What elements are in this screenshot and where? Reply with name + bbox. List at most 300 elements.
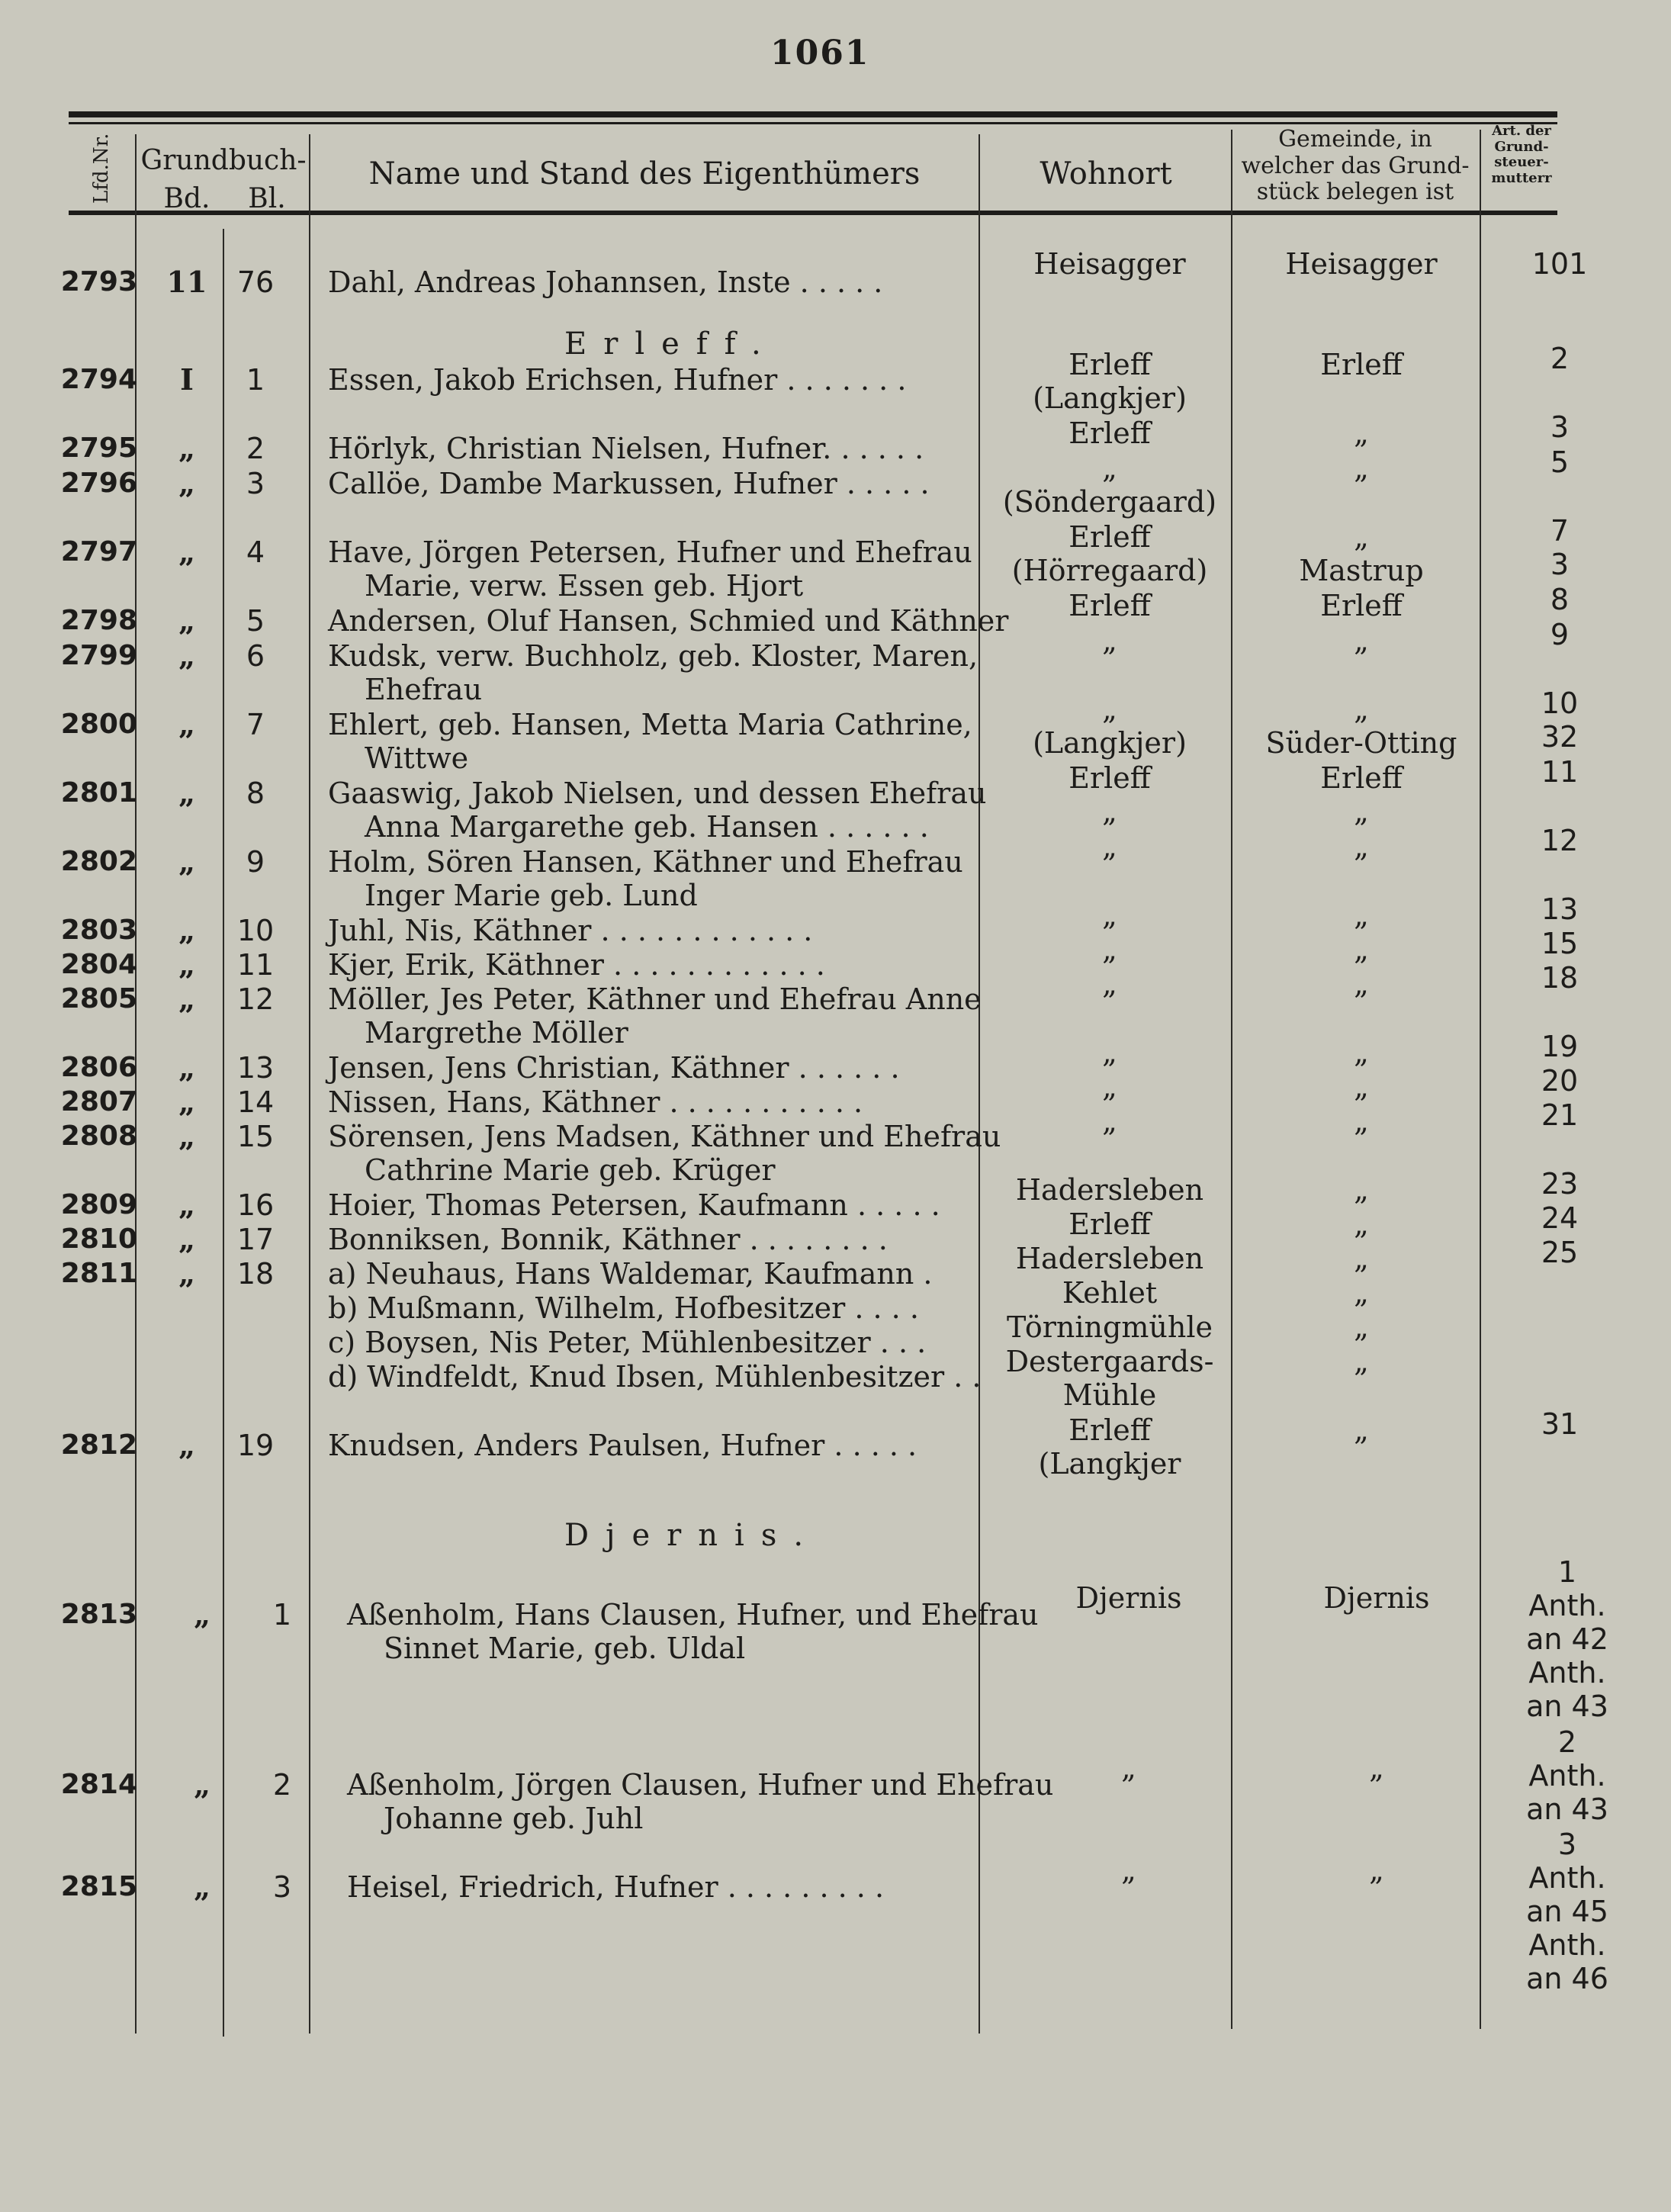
row-art-line: Anth. [1528,1861,1606,1895]
row-name-line: Hörlyk, Christian Nielsen, Hufner. . . . . . [328,432,924,465]
row-number: 2813 [60,1599,137,1630]
row-name-line: Heisel, Friedrich, Hufner . . . . . . . . . [347,1870,885,1904]
header-gemeinde [1232,127,1478,206]
row-number: 2796 [60,468,137,499]
row-number: 2806 [60,1052,137,1083]
row-wohnort [976,1104,1243,1138]
row-gemeinde [1236,1242,1487,1275]
row-art [1480,445,1640,479]
row-art [1480,410,1640,444]
row-name-continuation: Johanne geb. Juhl [384,1802,644,1835]
row-art-line: 10 [1541,686,1579,720]
row-name-line: a) Neuhaus, Hans Waldemar, Kaufmann . [328,1257,933,1291]
row-name [328,1291,919,1325]
row-wohnort [976,1345,1243,1412]
row-gemeinde-line: „ [1354,899,1369,932]
column-divider [223,229,224,2037]
row-name [328,639,978,706]
header-bd: Bd. [163,183,210,214]
row-wohnort [976,1310,1243,1344]
row-wohnort-line: Erleff [1068,589,1151,622]
row-wohnort-line: (Söndergaard) [1002,485,1217,519]
row-art [1480,1236,1640,1269]
row-wohnort-line: „ [1102,1070,1117,1104]
row-name [328,982,982,1050]
row-wohnort-line: „ [1102,899,1117,932]
row-bl: 16 [236,1188,275,1222]
row-number: 2811 [60,1258,137,1289]
row-wohnort-line: Hadersleben [1015,1242,1204,1275]
row-gemeinde [1236,416,1487,450]
row-gemeinde [1236,624,1487,657]
row-bd: „ [178,603,195,638]
row-wohnort-line: Destergaards- [1005,1345,1214,1378]
row-name-line: b) Mußmann, Wilhelm, Hofbesitzer . . . . [328,1291,919,1325]
row-art [1499,1725,1636,1826]
row-art: 101 [1531,247,1588,281]
row-art-line: 9 [1550,618,1570,651]
row-gemeinde-line: „ [1354,416,1369,450]
row-name-line: Möller, Jes Peter, Käthner und Ehefrau Anne [328,982,982,1016]
row-name [328,1360,981,1394]
section-title-djernis: Djernis. [564,1518,821,1553]
row-name-line: Sörensen, Jens Madsen, Käthner und Ehefrau [328,1120,1001,1153]
row-art-line: 32 [1541,720,1579,754]
row-art-line: 13 [1541,892,1579,926]
row-bl: 9 [246,845,265,879]
row-bl: 3 [272,1870,292,1904]
row-number: 2799 [60,640,137,671]
row-name-line: Aßenholm, Hans Clausen, Hufner, und Ehefrau [347,1598,1039,1632]
row-number: 2795 [60,432,137,464]
row-bl: 18 [236,1257,275,1291]
top-rule-thin [69,122,1557,124]
row-gemeinde [1236,1413,1487,1447]
row-bl: 4 [246,535,265,569]
row-gemeinde [1236,1104,1487,1138]
row-gemeinde: „ [1369,1751,1384,1785]
row-art [1480,583,1640,616]
row-wohnort-line: (Langkjer [1038,1447,1181,1481]
row-number: 2801 [60,777,137,809]
row-name-line: Have, Jörgen Petersen, Hufner und Ehefrau [328,535,972,569]
row-gemeinde-line: „ [1354,1345,1369,1378]
column-divider [309,134,310,2034]
row-art [1480,342,1640,375]
row-gemeinde [1236,761,1487,828]
row-gemeinde-line: „ [1354,1242,1369,1275]
row-name-line: Bonniksen, Bonnik, Käthner . . . . . . . . [328,1223,888,1256]
row-art-line: 3 [1557,1828,1577,1861]
row-art [1480,1030,1640,1063]
row-gemeinde: „ [1369,1854,1384,1887]
header-art-line: Art. der [1492,123,1551,139]
row-name-continuation: Anna Margarethe geb. Hansen . . . . . . [365,810,929,844]
header-art-line: Grund- [1494,138,1549,155]
row-wohnort-line: „ [1102,693,1117,726]
row-name-continuation: Cathrine Marie geb. Krüger [365,1153,776,1187]
row-bd: 11 [166,265,207,299]
row-wohnort-line: „ [1102,1036,1117,1069]
row-wohnort-line: Erleff [1068,520,1151,554]
header-wohnort: Wohnort [1040,156,1172,191]
section-title-erleff: Erleff. [564,326,778,362]
header-lfd-nr: Lfd.Nr. [90,133,114,204]
row-gemeinde-line: „ [1354,967,1369,1001]
row-art-line: an 46 [1526,1962,1608,1995]
row-name [328,1223,888,1256]
row-name-line: Aßenholm, Jörgen Clausen, Hufner und Ehefrau [347,1768,1054,1802]
row-gemeinde-line: „ [1354,452,1369,485]
row-number: 2815 [60,1871,137,1902]
row-name: Dahl, Andreas Johannsen, Inste . . . . . [328,265,883,299]
row-gemeinde-line: „ [1354,795,1369,828]
row-wohnort [976,348,1243,415]
row-art [1480,892,1640,926]
row-wohnort [976,761,1243,828]
row-name [328,1188,940,1222]
row-name [347,1768,1053,1835]
row-art [1480,961,1640,995]
row-bd: I [180,362,194,397]
row-gemeinde-line: „ [1354,693,1369,726]
row-wohnort-line: Kehlet [1062,1276,1158,1310]
row-gemeinde [1236,1036,1487,1069]
row-bd: „ [178,913,195,947]
row-name [328,914,812,947]
row-gemeinde [1236,1276,1487,1310]
row-art [1480,824,1640,857]
row-name-continuation: Marie, verw. Essen geb. Hjort [365,569,804,603]
row-art [1480,1064,1640,1098]
row-bl: 15 [236,1120,275,1153]
row-number: 2809 [60,1189,137,1220]
row-name [328,1085,863,1119]
row-art-line: 12 [1541,824,1579,857]
row-bl: 11 [236,948,275,982]
row-wohnort-line: Erleff [1068,1413,1151,1447]
row-number: 2804 [60,949,137,980]
row-name-continuation: Inger Marie geb. Lund [365,879,698,912]
row-art-line: Anth. [1528,1656,1606,1690]
row-wohnort [976,624,1243,657]
row-gemeinde-line: „ [1354,1036,1369,1069]
row-art [1480,927,1640,960]
row-wohnort [976,1036,1243,1069]
row-gemeinde [1236,452,1487,485]
row-gemeinde [1236,1310,1487,1344]
header-art [1481,124,1562,187]
row-art-line: 5 [1550,445,1570,479]
row-art [1480,686,1640,754]
row-name-line: Essen, Jakob Erichsen, Hufner . . . . . . . [328,363,907,397]
row-bd: „ [178,1188,195,1222]
row-art [1499,1555,1636,1723]
row-gemeinde-line: „ [1354,1207,1369,1241]
row-wohnort [976,967,1243,1001]
row-wohnort-line: Mühle [1062,1378,1157,1412]
row-bd: „ [178,431,195,465]
row-name-line: Kjer, Erik, Käthner . . . . . . . . . . . . [328,948,825,982]
row-bd: „ [194,1870,210,1904]
row-gemeinde [1236,1207,1487,1241]
row-art [1499,1828,1636,1995]
row-art [1480,514,1640,581]
row-bl: 5 [246,604,265,638]
row-name-line: Callöe, Dambe Markussen, Hufner . . . . . [328,467,930,500]
row-bl: 8 [246,776,265,810]
row-bd: „ [178,776,195,810]
row-wohnort-line: Hadersleben [1015,1173,1204,1207]
row-wohnort [976,830,1243,863]
row-wohnort [976,1276,1243,1310]
row-gemeinde-line: „ [1354,1276,1369,1310]
row-number: 2793 [60,266,137,297]
row-wohnort-line: Erleff [1068,348,1151,381]
row-name-line: Juhl, Nis, Käthner . . . . . . . . . . . . [328,914,813,947]
row-name-line: Holm, Sören Hansen, Käthner und Ehefrau [328,845,963,879]
row-name-continuation: Margrethe Möller [365,1016,628,1050]
row-wohnort: „ [1121,1751,1136,1785]
row-bd: „ [178,707,195,741]
row-number: 2800 [60,709,137,740]
row-name-line: Nissen, Hans, Käthner . . . . . . . . . . . [328,1085,863,1119]
row-gemeinde [1236,830,1487,863]
row-art-line: 20 [1541,1064,1579,1098]
row-art [1480,1407,1640,1441]
row-art-line: 25 [1541,1236,1579,1269]
row-wohnort: „ [1121,1854,1136,1887]
row-name [328,776,986,844]
header-art-line: steuer- [1494,154,1549,171]
row-art-line: 24 [1541,1201,1579,1235]
row-bl: 14 [236,1085,275,1119]
row-bd: „ [178,1428,195,1462]
row-wohnort-line: Törningmühle [1007,1310,1213,1344]
row-name [347,1870,884,1904]
row-bd: „ [178,1085,195,1119]
row-art-line: 8 [1550,583,1570,616]
row-name [328,1257,932,1291]
row-art [1480,1098,1640,1132]
row-name-line: Hoier, Thomas Petersen, Kaufmann . . . . . [328,1188,940,1222]
row-wohnort-line: Erleff [1068,761,1151,795]
row-gemeinde-line: „ [1354,830,1369,863]
row-number: 2810 [60,1223,137,1255]
row-art-line: 1 [1557,1555,1577,1589]
row-wohnort [976,520,1243,587]
header-gemeinde-line: welcher das Grund- [1241,152,1470,179]
row-name [328,432,924,465]
row-wohnort [976,1070,1243,1104]
row-number: 2805 [60,983,137,1014]
row-bd: „ [194,1597,210,1632]
row-name [328,467,930,500]
row-number: 2803 [60,915,137,946]
row-name [328,1326,926,1359]
row-art-line: 31 [1541,1407,1579,1441]
row-wohnort-line: (Langkjer) [1033,726,1187,760]
row-bl: 7 [246,708,265,741]
row-bl: 1 [272,1598,292,1632]
row-bd: „ [178,1119,195,1153]
row-number: 2802 [60,846,137,877]
row-art-line: 23 [1541,1167,1579,1201]
row-name [328,604,1008,638]
row-wohnort-line: (Hörregaard) [1011,554,1208,587]
row-wohnort-line: „ [1102,933,1117,966]
row-name-line: c) Boysen, Nis Peter, Mühlenbesitzer . . . [328,1326,927,1359]
row-wohnort-line: Erleff [1068,1207,1151,1241]
row-wohnort [976,1242,1243,1275]
row-art-line: Anth. [1528,1589,1606,1622]
row-bd: „ [194,1767,210,1802]
row-number: 2797 [60,536,137,567]
row-name [347,1598,1039,1665]
row-art-line: Anth. [1528,1759,1606,1792]
row-gemeinde-line: Erleff [1320,761,1403,795]
row-bl: 3 [246,467,265,500]
row-name [328,1120,1001,1187]
row-wohnort-line: Erleff [1068,416,1151,450]
row-name [328,535,972,603]
row-art [1480,618,1640,651]
row-wohnort-line: „ [1102,452,1117,485]
row-gemeinde: Heisagger [1285,247,1438,281]
row-wohnort: Djernis [1075,1581,1182,1615]
row-name-continuation: Sinnet Marie, geb. Uldal [384,1632,746,1665]
row-number: 2812 [60,1429,137,1461]
row-name [328,948,825,982]
row-number: 2798 [60,605,137,636]
row-gemeinde-line: Mastrup [1299,554,1424,587]
row-name-line: Andersen, Oluf Hansen, Schmied und Käthner [328,604,1009,638]
row-gemeinde-line: „ [1354,1413,1369,1447]
row-wohnort [976,416,1243,450]
row-wohnort [976,693,1243,760]
row-gemeinde [1236,933,1487,966]
row-bd: „ [178,535,195,569]
row-gemeinde [1236,899,1487,932]
row-name-line: Gaaswig, Jakob Nielsen, und dessen Ehefrau [328,776,987,810]
row-name-line: Kudsk, verw. Buchholz, geb. Kloster, Maren, [328,639,978,673]
row-name [328,1051,900,1085]
row-gemeinde-line: „ [1354,1173,1369,1207]
row-gemeinde: Djernis [1323,1581,1430,1615]
header-gemeinde-line: stück belegen ist [1256,178,1454,205]
row-gemeinde [1236,520,1487,587]
row-bl: 2 [246,432,265,465]
header-name: Name und Stand des Eigenthümers [368,156,921,191]
row-art-line: 21 [1541,1098,1579,1132]
row-art-line: 18 [1541,961,1579,995]
row-wohnort [976,1413,1243,1481]
row-wohnort [976,1207,1243,1241]
row-wohnort-line: „ [1102,795,1117,828]
row-gemeinde-line: „ [1354,624,1369,657]
row-art-line: 2 [1550,342,1570,375]
row-art-line: an 43 [1526,1690,1608,1723]
row-gemeinde [1236,967,1487,1001]
row-gemeinde [1236,589,1487,622]
row-art-line: an 43 [1526,1792,1608,1826]
row-name [328,1429,917,1462]
row-name-line: Ehlert, geb. Hansen, Metta Maria Cathrine, [328,708,972,741]
row-art-line: 15 [1541,927,1579,960]
row-gemeinde [1236,348,1487,381]
row-wohnort: Heisagger [1033,247,1186,281]
row-gemeinde-line: „ [1354,933,1369,966]
row-number: 2794 [60,364,137,395]
row-bd: „ [178,947,195,982]
row-wohnort [976,452,1243,519]
row-name [328,363,906,397]
row-name-line: Knudsen, Anders Paulsen, Hufner . . . . . [328,1429,917,1462]
row-bd: „ [178,1050,195,1085]
row-art-line: 19 [1541,1030,1579,1063]
row-gemeinde-line: Erleff [1320,348,1403,381]
row-art-line: Anth. [1528,1928,1606,1962]
row-wohnort-line: „ [1102,624,1117,657]
row-gemeinde-line: „ [1354,1104,1369,1138]
row-wohnort-line: „ [1102,1104,1117,1138]
row-bd: „ [178,982,195,1016]
row-art-line: 7 [1550,514,1570,548]
row-art-line: 2 [1557,1725,1577,1759]
row-art [1480,755,1640,789]
row-gemeinde-line: Erleff [1320,589,1403,622]
row-bl: 17 [236,1223,275,1256]
row-art-line: an 42 [1526,1622,1608,1656]
row-bl: 2 [272,1768,292,1802]
row-bd: „ [178,844,195,879]
row-gemeinde [1236,1345,1487,1378]
row-art-line: 11 [1541,755,1579,789]
header-bl: Bl. [248,183,286,214]
row-bd: „ [178,1222,195,1256]
row-art-line: 3 [1550,410,1570,444]
row-number: 2807 [60,1086,137,1117]
row-bd: „ [178,1256,195,1291]
header-art-line: mutterr [1491,170,1552,187]
row-gemeinde [1236,1173,1487,1207]
row-bl: 19 [236,1429,275,1462]
row-name-continuation: Wittwe [365,741,469,775]
row-bd: „ [178,638,195,673]
row-wohnort [976,589,1243,622]
row-bl: 6 [246,639,265,673]
row-wohnort-line: (Langkjer) [1033,381,1187,415]
row-gemeinde-line: Süder-Otting [1265,726,1457,760]
row-wohnort [976,933,1243,966]
row-name-line: Jensen, Jens Christian, Käthner . . . . . . [328,1051,900,1085]
header-gemeinde-line: Gemeinde, in [1278,126,1432,153]
row-wohnort-line: „ [1102,967,1117,1001]
row-name [328,708,972,775]
row-gemeinde [1236,1070,1487,1104]
row-art-line: an 45 [1526,1895,1608,1928]
row-bl: 1 [246,363,265,397]
row-bl: 12 [236,982,275,1016]
row-art [1480,1167,1640,1201]
row-gemeinde-line: „ [1354,1070,1369,1104]
header-grundbuch: Grundbuch- [140,145,307,176]
row-gemeinde-line: „ [1354,520,1369,554]
row-number: 2814 [60,1769,137,1800]
row-gemeinde-line: „ [1354,1310,1369,1344]
row-art-line: 3 [1550,548,1570,581]
row-wohnort-line: „ [1102,830,1117,863]
